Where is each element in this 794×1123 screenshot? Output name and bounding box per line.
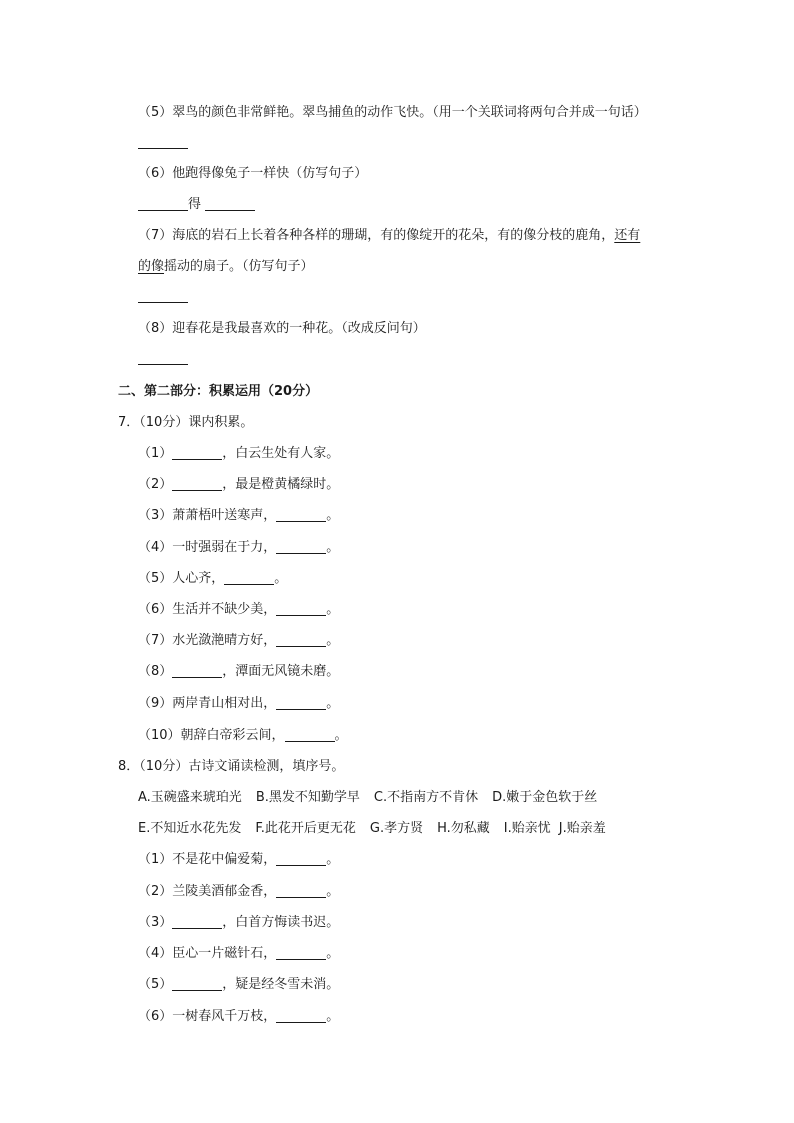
underlined-text: 的像 [138, 259, 165, 274]
answer-blank[interactable] [138, 288, 188, 303]
answer-blank[interactable] [138, 196, 188, 211]
option-f: F.此花开后更无花 [255, 821, 356, 836]
option-b: B.黑发不知勤学早 [255, 790, 360, 805]
item-suffix: 。 [326, 602, 340, 617]
item-prefix: （5）人心齐， [138, 571, 225, 586]
answer-blank[interactable] [172, 914, 222, 929]
item-prefix: （7）水光潋滟晴方好， [138, 633, 277, 648]
answer-blank[interactable] [138, 350, 188, 365]
answer-blank[interactable] [172, 663, 222, 678]
item-prefix: （1）不是花中偏爱菊， [138, 852, 277, 867]
question-6-7-text: （7）海底的岩石上长着各种各样的珊瑚，有的像绽开的花朵，有的像分枝的鹿角， [138, 228, 615, 243]
item-suffix: 。 [326, 633, 340, 648]
question-8-title [118, 757, 344, 777]
item-prefix: （5） [138, 977, 173, 992]
item-prefix: （3） [138, 915, 173, 930]
item-suffix: 。 [326, 540, 340, 555]
question-6-6 [138, 164, 367, 184]
answer-blank[interactable] [276, 632, 326, 647]
item-suffix: ，潭面无风镜未磨。 [222, 664, 340, 679]
item-suffix: 。 [326, 884, 340, 899]
question-7-title-text: 7．（10分）课内积累。 [118, 415, 254, 430]
item-prefix: （6）生活并不缺少美， [138, 602, 277, 617]
item-suffix: 。 [326, 508, 340, 523]
item-prefix: （2） [138, 477, 173, 492]
answer-blank[interactable] [276, 539, 326, 554]
item-suffix: 。 [334, 728, 348, 743]
option-i: I.贻亲忧 [503, 821, 551, 836]
item-suffix: ，最是橙黄橘绿时。 [222, 477, 340, 492]
question-7-item [138, 631, 339, 651]
answer-blank[interactable] [138, 134, 188, 149]
option-h: H.勿私藏 [437, 821, 490, 836]
options-row-1 [138, 788, 597, 808]
item-suffix: 。 [326, 946, 340, 961]
question-7-title [118, 413, 253, 433]
option-g: G.孝方贤 [369, 821, 424, 836]
question-7-item [138, 538, 339, 558]
answer-blank[interactable] [276, 1008, 326, 1023]
question-7-item [138, 569, 287, 589]
answer-blank[interactable] [276, 601, 326, 616]
item-prefix: （10）朝辞白帝彩云间， [138, 728, 285, 743]
item-suffix: 。 [326, 696, 340, 711]
item-prefix: （3）萧萧梧叶送寒声， [138, 508, 277, 523]
question-6-5-text: （5）翠鸟的颜色非常鲜艳。翠鸟捕鱼的动作飞快。（用一个关联词将两句合并成一句话） [138, 105, 647, 120]
question-7-item [138, 662, 339, 682]
option-e: E.不知近水花先发 [138, 821, 242, 836]
question-7-item [138, 600, 339, 620]
option-c: C.不指南方不肯休 [373, 790, 479, 805]
answer-blank[interactable] [276, 507, 326, 522]
answer-blank[interactable] [276, 851, 326, 866]
question-8-item [138, 944, 339, 964]
question-7-item [138, 444, 339, 464]
connector-de: 得 [188, 197, 202, 212]
answer-blank[interactable] [172, 445, 222, 460]
item-prefix: （4）臣心一片磁针石， [138, 946, 277, 961]
answer-blank[interactable] [205, 196, 255, 211]
question-6-7-line2 [138, 257, 314, 277]
question-6-5 [138, 103, 647, 123]
section-heading-text: 二、第二部分：积累运用（20分） [118, 384, 319, 399]
question-8-item [138, 882, 339, 902]
item-prefix: （9）两岸青山相对出， [138, 696, 277, 711]
options-row-2 [138, 819, 606, 839]
answer-blank[interactable] [285, 727, 335, 742]
question-6-7-text-cont: 摇动的扇子。（仿写句子） [164, 259, 314, 274]
answer-blank[interactable] [172, 976, 222, 991]
answer-blank[interactable] [224, 570, 274, 585]
question-8-title-text: 8．（10分）古诗文诵读检测，填序号。 [118, 759, 345, 774]
item-prefix: （6）一树春风千万枝， [138, 1009, 277, 1024]
option-a: A.玉碗盛来琥珀光 [138, 790, 242, 805]
answer-line-6-6 [138, 195, 255, 215]
question-6-6-text: （6）他跑得像兔子一样快（仿写句子） [138, 166, 368, 181]
question-6-7-line1 [138, 226, 640, 246]
question-7-item [138, 726, 348, 746]
answer-line-6-8 [138, 350, 188, 372]
answer-blank[interactable] [276, 945, 326, 960]
item-prefix: （2）兰陵美酒郁金香， [138, 884, 277, 899]
question-6-8-text: （8）迎春花是我最喜欢的一种花。（改成反问句） [138, 321, 426, 336]
question-7-item [138, 506, 339, 526]
answer-line-6-7 [138, 288, 188, 310]
question-7-item [138, 694, 339, 714]
answer-blank[interactable] [276, 695, 326, 710]
item-prefix: （4）一时强弱在于力， [138, 540, 277, 555]
answer-blank[interactable] [276, 883, 326, 898]
item-suffix: ，疑是经冬雪未消。 [222, 977, 340, 992]
question-7-item [138, 475, 339, 495]
underlined-text: 还有 [614, 228, 641, 243]
item-prefix: （8） [138, 664, 173, 679]
item-prefix: （1） [138, 446, 173, 461]
item-suffix: 。 [274, 571, 288, 586]
item-suffix: 。 [326, 1009, 340, 1024]
option-d: D.嫩于金色软于丝 [492, 790, 598, 805]
question-6-8 [138, 319, 426, 339]
answer-blank[interactable] [172, 476, 222, 491]
question-8-item [138, 975, 339, 995]
item-suffix: ，白云生处有人家。 [222, 446, 340, 461]
option-j: J.贻亲羞 [558, 821, 606, 836]
question-8-item [138, 913, 339, 933]
question-8-item [138, 1007, 339, 1027]
answer-line-6-5 [138, 134, 188, 156]
section-heading [118, 382, 318, 402]
question-8-item [138, 850, 339, 870]
item-suffix: ，白首方悔读书迟。 [222, 915, 340, 930]
item-suffix: 。 [326, 852, 340, 867]
